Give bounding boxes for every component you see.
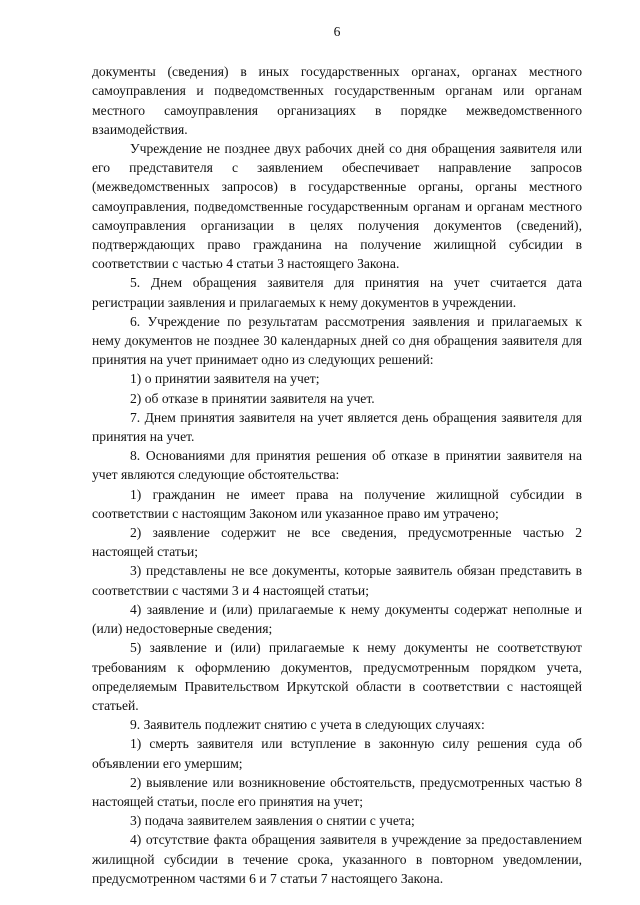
paragraph: 3) подача заявителем заявления о снятии с учета; xyxy=(130,813,415,829)
paragraph: 2) об отказе в принятии заявителя на учет. xyxy=(130,390,375,406)
paragraph: 3) представлены не все документы, которые заявитель обязан представить в соответствии с частями 3 и 4 настоящей статьи; xyxy=(92,563,582,598)
page-number: 6 xyxy=(333,24,341,39)
paragraph: Учреждение не позднее двух рабочих дней со дня обращения заявителя или его представителя с заявлением обеспечивает направление запросов (межведомственных запросов) в государственные органы, органы местного самоуправления, подведомственные государственным органам и органам местного самоуправления организации в целях получения документов (сведений), подтверждающих право гражданина на получение жилищной субсидии в соответствии с частью 4 статьи 3 настоящего Закона. xyxy=(92,141,582,272)
paragraph: 4) отсутствие факта обращения заявителя в учреждение за предоставлением жилищной субсидии в течение срока, указанного в повторном уведомлении, предусмотренном частями 6 и 7 статьи 7 настоящего Закона. xyxy=(92,832,582,886)
paragraph: 8. Основаниями для принятия решения об отказе в принятии заявителя на учет являются следующие обстоятельства: xyxy=(92,448,582,483)
document-body xyxy=(92,62,582,888)
paragraph: 5. Днем обращения заявителя для принятия на учет считается дата регистрации заявления и прилагаемых к нему документов в учреждении. xyxy=(92,275,582,310)
paragraph: 1) гражданин не имеет права на получение жилищной субсидии в соответствии с настоящим Законом или указанное право им утрачено; xyxy=(92,486,582,521)
paragraph: 7. Днем принятия заявителя на учет является день обращения заявителя для принятия на учет. xyxy=(92,409,582,445)
paragraph: документы (сведения) в иных государственных органах, органах местного самоуправления и подведомственных государственным органам или органам местного самоуправления организациях в порядке межведомственного взаимодействия. xyxy=(92,64,582,137)
paragraph: 5) заявление и (или) прилагаемые к нему документы не соответствуют требованиям к оформлению документов, предусмотренным порядком учета, определяемым Правительством Иркутской области в соответствии с настоящей статьей. xyxy=(92,640,582,713)
paragraph: 2) заявление содержит не все сведения, предусмотренные частью 2 настоящей статьи; xyxy=(92,525,582,560)
paragraph: 2) выявление или возникновение обстоятельств, предусмотренных частью 8 настоящей статьи, после его принятия на учет; xyxy=(92,774,582,809)
paragraph: 6. Учреждение по результатам рассмотрения заявления и прилагаемых к нему документов не позднее 30 календарных дней со дня обращения заявителя для принятия на учет принимает одно из следующих решений: xyxy=(92,313,582,368)
paragraph: 1) о принятии заявителя на учет; xyxy=(130,371,320,387)
paragraph: 4) заявление и (или) прилагаемые к нему документы содержат неполные и (или) недостоверные сведения; xyxy=(92,601,582,637)
paragraph: 1) смерть заявителя или вступление в законную силу решения суда об объявлении его умершим; xyxy=(92,736,582,771)
paragraph: 9. Заявитель подлежит снятию с учета в следующих случаях: xyxy=(130,717,485,733)
